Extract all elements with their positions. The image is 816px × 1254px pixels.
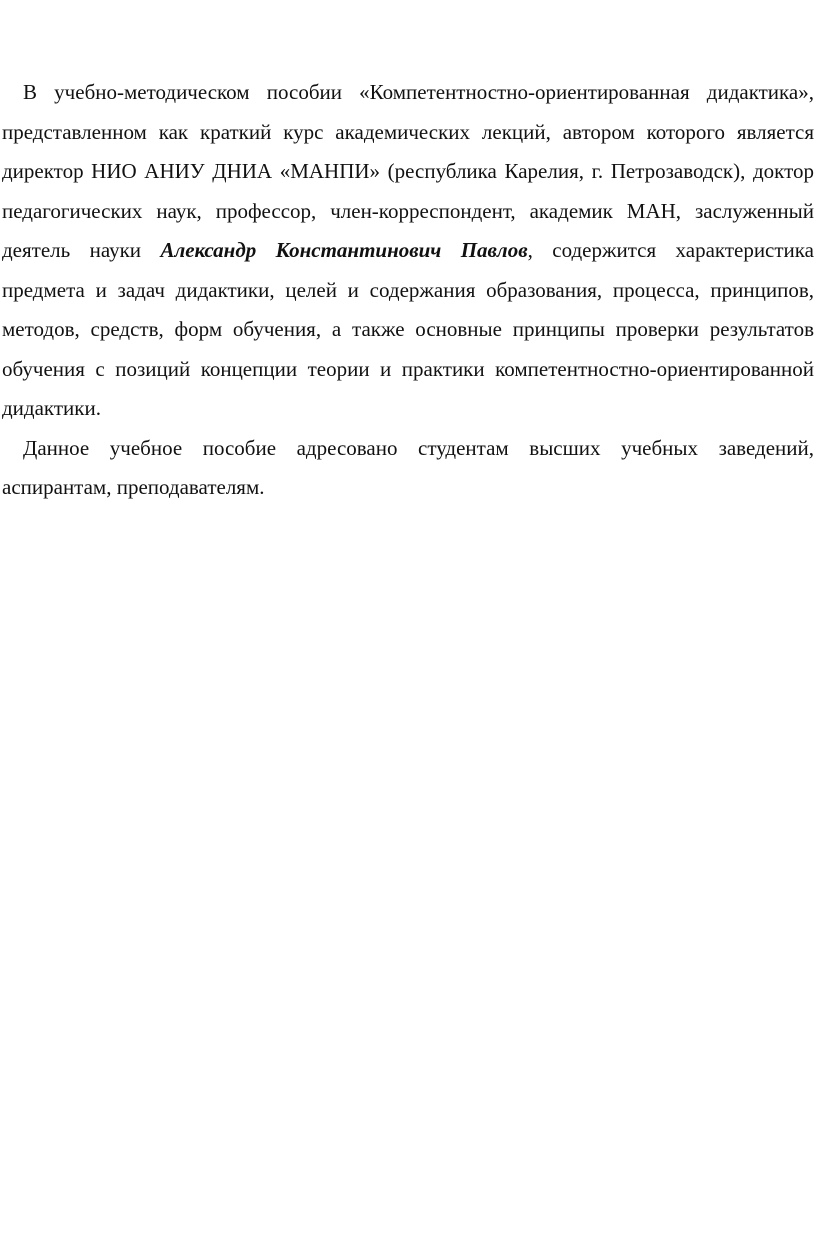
annotation-text xyxy=(2,73,814,508)
paragraph-audience: Данное учебное пособие адресовано студентам высших учебных заведений, аспирантам, преподавателям. xyxy=(2,435,814,499)
paragraph-description xyxy=(2,73,814,429)
paragraph-description-intro: В учебно-методическом пособии «Компетентностно-ориентированная дидактика», представленном как краткий курс академических лекций, автором которого является директор НИО АНИУ ДНИА «МАНПИ» (республика Карелия, г. Петрозаводск), доктор педагогических наук, профессор, член-корреспондент, академик МАН, заслуженный деятель науки xyxy=(2,80,814,262)
paragraph-description-rest: , содержится характеристика предмета и задач дидактики, целей и содержания образования, процесса, принципов, методов, средств, форм обучения, а также основные принципы проверки результатов обучения с позиций концепции теории и практики компетентностно-ориентированной дидактики. xyxy=(2,238,815,420)
author-name: Александр Константинович Павлов xyxy=(160,238,528,262)
